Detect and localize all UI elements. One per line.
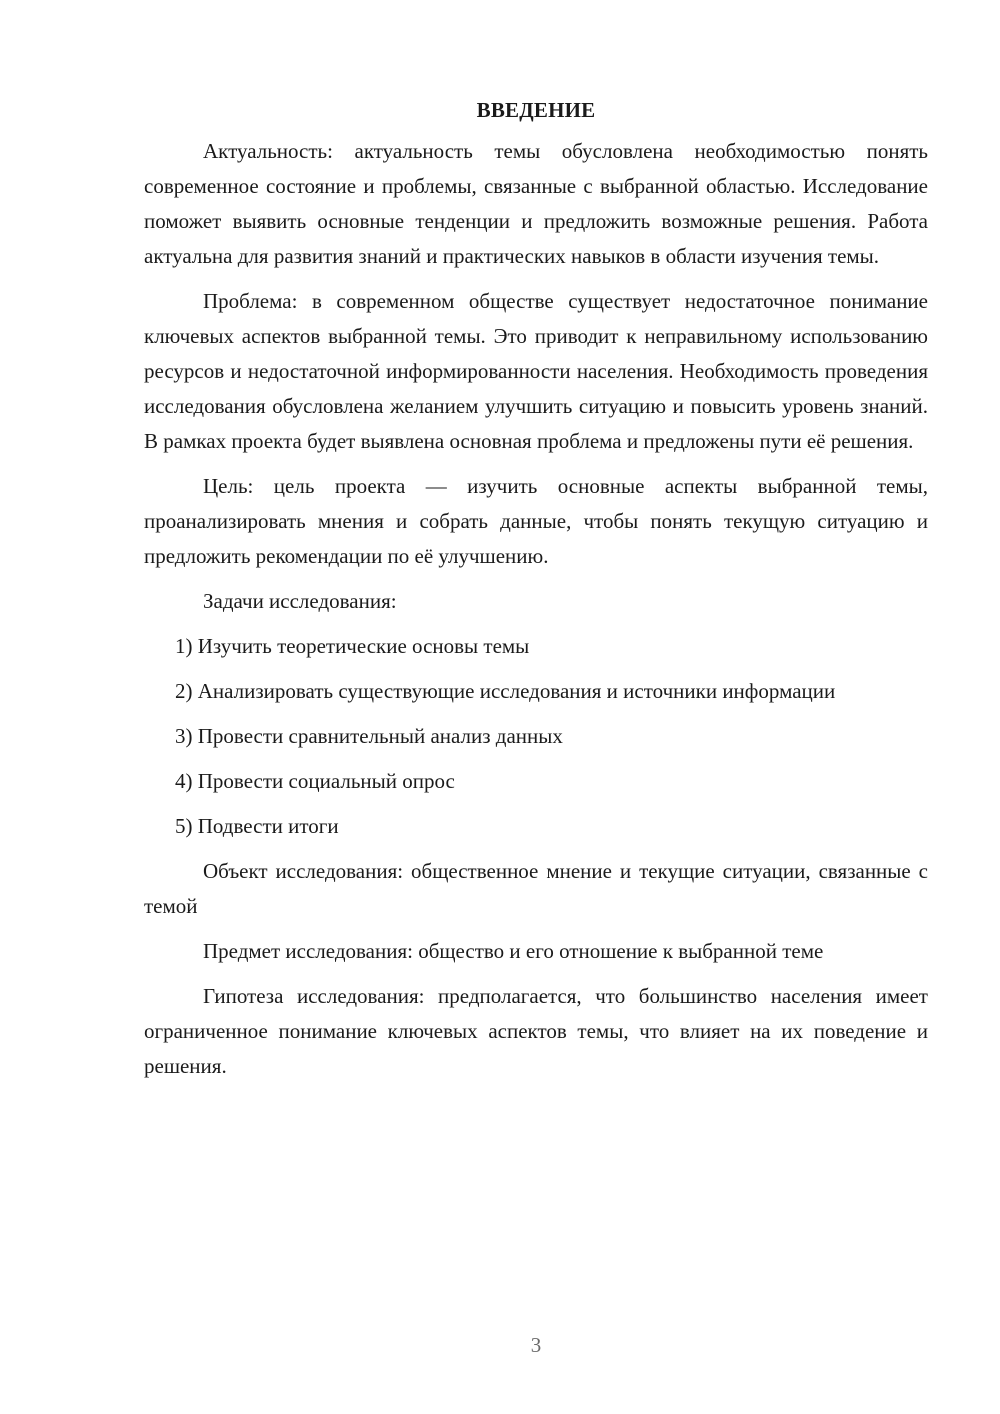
- tasks-heading: Задачи исследования:: [203, 589, 397, 613]
- hypothesis-paragraph: Гипотеза исследования: предполагается, что большинство населения имеет ограниченное понимание ключевых аспектов темы, что влияет на их поведение и решения.: [144, 984, 928, 1078]
- task-item-1: 1) Изучить теоретические основы темы: [175, 634, 530, 658]
- page-title: ВВЕДЕНИЕ: [476, 98, 596, 122]
- task-item-5: 5) Подвести итоги: [175, 814, 339, 838]
- research-subject-paragraph: Предмет исследования: общество и его отношение к выбранной теме: [203, 939, 824, 963]
- page-number: 3: [530, 1333, 542, 1357]
- task-item-2: 2) Анализировать существующие исследования и источники информации: [175, 679, 836, 703]
- relevance-paragraph: Актуальность: актуальность темы обусловлена необходимостью понять современное состояние и проблемы, связанные с выбранной областью. Исследование поможет выявить основные тенденции и предложить возможные решения. Работа актуальна для развития знаний и практических навыков в области изучения темы.: [144, 139, 928, 268]
- document-page: [144, 90, 928, 1084]
- research-object-paragraph: Объект исследования: общественное мнение и текущие ситуации, связанные с темой: [144, 859, 928, 918]
- task-item-3: 3) Провести сравнительный анализ данных: [175, 724, 563, 748]
- goal-paragraph: Цель: цель проекта — изучить основные аспекты выбранной темы, проанализировать мнения и собрать данные, чтобы понять текущую ситуацию и предложить рекомендации по её улучшению.: [144, 474, 928, 568]
- problem-paragraph: Проблема: в современном обществе существует недостаточное понимание ключевых аспектов выбранной темы. Это приводит к неправильному использованию ресурсов и недостаточной информированности населения. Необходимость проведения исследования обусловлена желанием улучшить ситуацию и повысить уровень знаний. В рамках проекта будет выявлена основная проблема и предложены пути её решения.: [144, 289, 928, 453]
- task-item-4: 4) Провести социальный опрос: [175, 769, 455, 793]
